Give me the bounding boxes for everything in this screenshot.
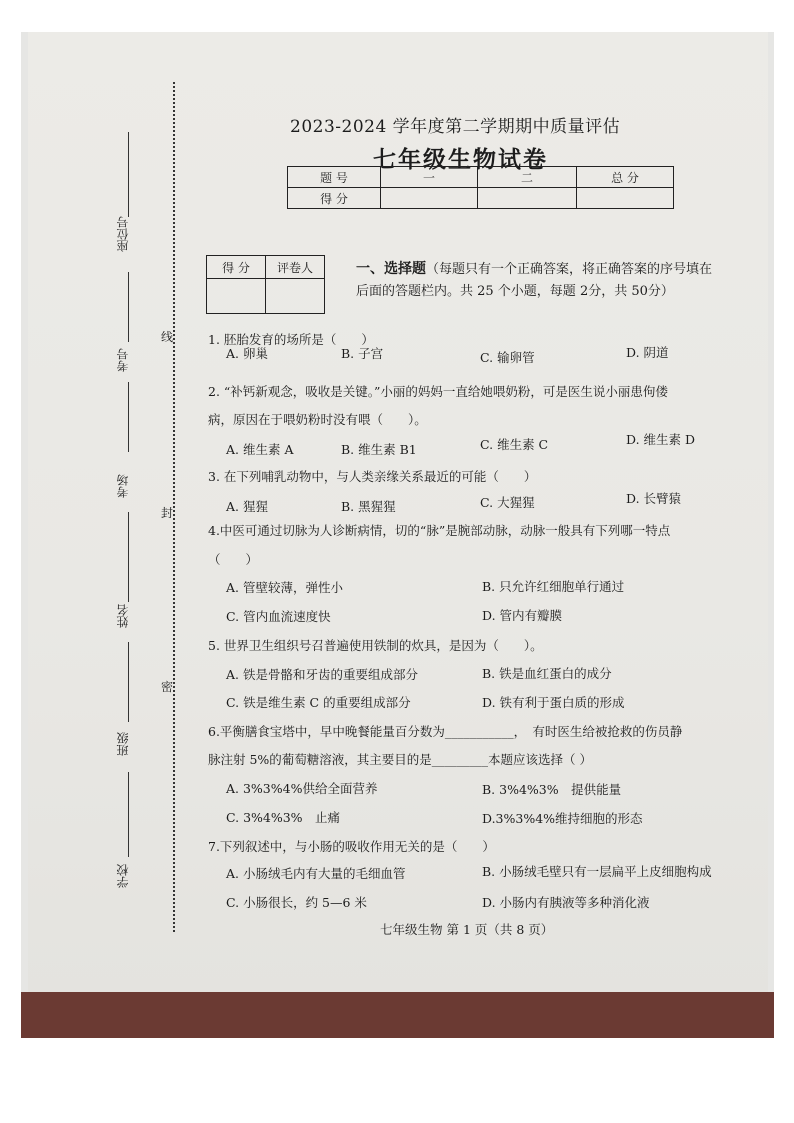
exam-number-blank-lower (128, 382, 129, 452)
question-6-option-c: C. 3%4%3% 止痛 (226, 810, 341, 825)
grader-score-label: 得 分 (207, 256, 266, 279)
question-3-option-b: B. 黑猩猩 (341, 499, 396, 514)
seal-char-seal: 封 (161, 506, 174, 520)
exam-room-blank (128, 512, 129, 602)
question-6-option-a: A. 3%3%4%供给全面营养 (226, 781, 378, 796)
question-5-stem: 5. 世界卫生组织号召普遍使用铁制的炊具，是因为（ ）。 (208, 638, 543, 653)
question-4-option-d: D. 管内有瓣膜 (482, 608, 563, 623)
question-5-option-b: B. 铁是血红蛋白的成分 (482, 666, 612, 681)
question-2-stem-cont: 病，原因在于喂奶粉时没有喂（ ）。 (208, 412, 427, 427)
exam-title-subject: 七年级生物试卷 (373, 146, 548, 173)
section-1-heading: 一、选择题 (356, 261, 426, 277)
section-1-instructions-2: 后面的答题栏内。共 25 个小题，每题 2分，共 50分） (356, 284, 674, 299)
exam-room-label: 考场 (116, 474, 130, 498)
question-2-option-a: A. 维生素 A (226, 442, 294, 457)
question-2-option-d: D. 维生素 D (626, 432, 696, 447)
score-table-header-label: 题 号 (288, 167, 381, 188)
seat-number-blank (128, 132, 129, 217)
exam-paper (28, 32, 768, 998)
question-4-stem-cont: （ ） (208, 552, 259, 567)
question-2-stem: 2. “补钙新观念，吸收是关键。”小丽的妈妈一直给她喂奶粉，可是医生说小丽患佝偻 (208, 384, 668, 399)
photo-frame (21, 32, 774, 1038)
question-7-option-c: C. 小肠很长，约 5—6 米 (226, 895, 367, 910)
question-3-stem: 3. 在下列哺乳动物中，与人类亲缘关系最近的可能（ ） (208, 469, 537, 484)
school-label: 学校 (116, 864, 130, 888)
score-table-section-1: 一 (381, 167, 478, 188)
class-blank (128, 772, 129, 857)
question-7-option-d: D. 小肠内有胰液等多种消化液 (482, 895, 650, 910)
name-blank (128, 642, 129, 722)
question-4-option-b: B. 只允许红细胞单行通过 (482, 579, 625, 594)
question-4-option-a: A. 管壁较薄，弹性小 (226, 580, 343, 595)
score-table-score-label: 得 分 (288, 188, 381, 209)
question-1-stem: 1. 胚胎发育的场所是（ ） (208, 332, 374, 347)
score-cell-section-2 (478, 188, 577, 209)
question-6-option-d: D.3%3%4%维持细胞的形态 (482, 811, 643, 826)
seal-char-secret: 密 (161, 680, 174, 694)
exam-number-label: 考号 (116, 348, 130, 372)
score-table (287, 166, 674, 209)
question-3-option-a: A. 猩猩 (226, 499, 268, 514)
question-2-option-b: B. 维生素 B1 (341, 442, 417, 457)
score-table-section-2: 二 (478, 167, 577, 188)
grader-score-cell (207, 279, 266, 314)
question-3-option-d: D. 长臂猿 (626, 491, 682, 506)
grader-name-cell (266, 279, 325, 314)
seat-number-label: 座位号 (116, 216, 130, 252)
score-cell-total (577, 188, 674, 209)
question-7-option-b: B. 小肠绒毛壁只有一层扁平上皮细胞构成 (482, 864, 712, 879)
question-1-option-a: A. 卵巢 (226, 346, 268, 361)
class-label: 班级 (116, 732, 130, 756)
question-4-option-c: C. 管内血流速度快 (226, 609, 331, 624)
grader-name-label: 评卷人 (266, 256, 325, 279)
question-1-option-d: D. 阴道 (626, 345, 669, 360)
question-7-option-a: A. 小肠绒毛内有大量的毛细血管 (226, 866, 406, 881)
exam-title-term: 2023-2024 学年度第二学期期中质量评估 (290, 117, 621, 137)
score-cell-section-1 (381, 188, 478, 209)
question-5-option-d: D. 铁有利于蛋白质的形成 (482, 695, 625, 710)
question-6-stem-cont: 脉注射 5%的葡萄糖溶液，其主要目的是_________本题应该选择（ ） (208, 752, 593, 767)
question-7-stem: 7.下列叙述中，与小肠的吸收作用无关的是（ ） (208, 839, 495, 854)
question-1-option-b: B. 子宫 (341, 346, 384, 361)
question-5-option-c: C. 铁是维生素 C 的重要组成部分 (226, 695, 411, 710)
table-surface (21, 992, 774, 1038)
exam-number-blank-upper (128, 272, 129, 342)
question-1-option-c: C. 输卵管 (480, 350, 535, 365)
binding-dotted-line (173, 82, 175, 932)
question-4-stem: 4.中医可通过切脉为人诊断病情，切的“脉”是腕部动脉，动脉一般具有下列哪一特点 (208, 523, 671, 538)
grader-table (206, 255, 325, 314)
seal-char-line: 线 (161, 330, 174, 344)
section-1-instructions-1: （每题只有一个正确答案，将正确答案的序号填在 (426, 262, 713, 277)
question-3-option-c: C. 大猩猩 (480, 495, 535, 510)
question-5-option-a: A. 铁是骨骼和牙齿的重要组成部分 (226, 667, 418, 682)
question-6-stem: 6.平衡膳食宝塔中，早中晚餐能量百分数为___________， 有时医生给被抢救的伤员静 (208, 724, 683, 739)
question-6-option-b: B. 3%4%3% 提供能量 (482, 782, 622, 797)
score-table-total: 总 分 (577, 167, 674, 188)
question-2-option-c: C. 维生素 C (480, 437, 549, 452)
page-footer: 七年级生物 第 1 页（共 8 页） (380, 922, 554, 937)
name-label: 姓名 (116, 604, 130, 628)
section-1-header (356, 258, 756, 303)
